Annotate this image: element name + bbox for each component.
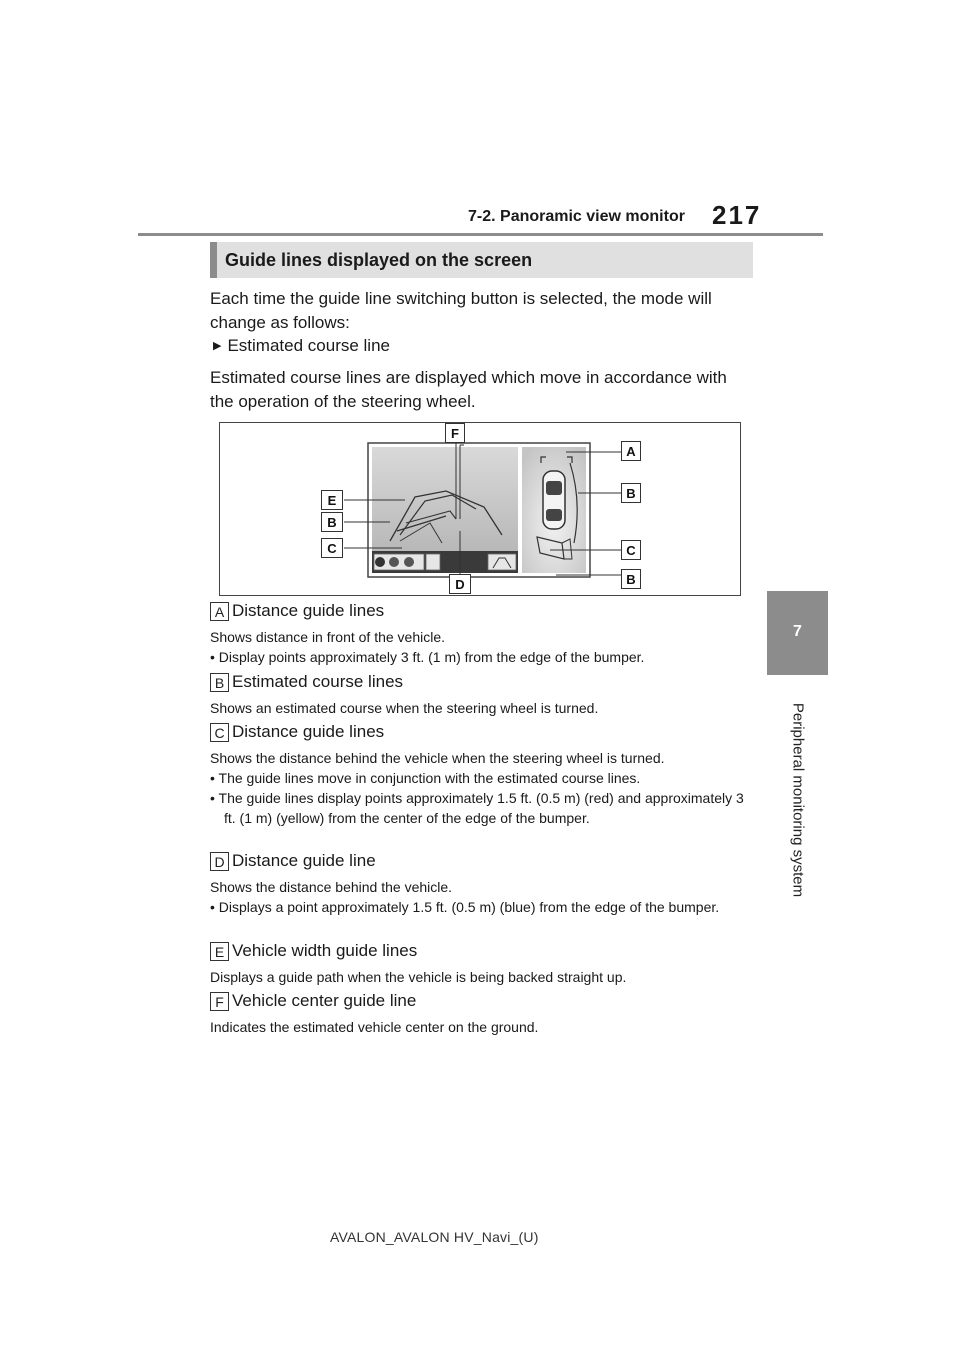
header-section-title: 7-2. Panoramic view monitor	[468, 208, 685, 225]
chapter-title: Peripheral monitoring system	[789, 702, 807, 898]
item-f-desc: Indicates the estimated vehicle center on the ground.	[210, 1019, 539, 1035]
item-b-title: Estimated course lines	[232, 672, 404, 691]
intro-line-2: change as follows:	[210, 313, 350, 332]
item-d-badge: D	[210, 852, 229, 871]
item-a-title: Distance guide lines	[232, 601, 385, 620]
item-f-title: Vehicle center guide line	[232, 991, 417, 1010]
callout-c-left: C	[321, 538, 343, 558]
item-c-badge: C	[210, 723, 229, 742]
mode-desc-line-1: Estimated course lines are displayed which move in accordance with	[210, 368, 727, 387]
callout-c-right: C	[621, 540, 641, 560]
guide-line-figure	[219, 422, 741, 596]
triangle-bullet-icon: ▶	[213, 340, 222, 352]
item-e-desc: Displays a guide path when the vehicle is being backed straight up.	[210, 969, 627, 985]
header-rule	[138, 233, 823, 236]
guide-switch-button	[426, 554, 440, 570]
item-e-badge: E	[210, 942, 229, 961]
view-icon-2	[389, 557, 399, 567]
item-a-desc: Shows distance in front of the vehicle.	[210, 629, 446, 645]
section-title: Guide lines displayed on the screen	[225, 250, 533, 270]
item-c-bullet-1: • The guide lines move in conjunction with the estimated course lines.	[210, 770, 641, 786]
item-d-bullet-1: • Displays a point approximately 1.5 ft. (0.5 m) (blue) from the edge of the bumper.	[210, 899, 720, 915]
callout-d: D	[449, 574, 471, 594]
callout-b-left: B	[321, 512, 343, 532]
callout-b-top: B	[621, 483, 641, 503]
item-b-desc: Shows an estimated course when the steering wheel is turned.	[210, 700, 599, 716]
mode-desc-line-2: the operation of the steering wheel.	[210, 392, 476, 411]
item-e-title: Vehicle width guide lines	[232, 941, 418, 960]
item-a-bullet-1: • Display points approximately 3 ft. (1 m) from the edge of the bumper.	[210, 649, 645, 665]
chapter-number: 7	[793, 623, 802, 640]
mode-heading-text: Estimated course line	[227, 336, 390, 355]
chapter-tab	[767, 591, 828, 675]
item-c-bullet-2: • The guide lines display points approximately 1.5 ft. (0.5 m) (red) and approximately 3 ft. (1 m) (yellow) from the center of the edge of the bumper.	[210, 790, 744, 826]
item-b-badge: B	[210, 673, 229, 692]
item-c-title: Distance guide lines	[232, 722, 385, 741]
item-d-desc: Shows the distance behind the vehicle.	[210, 879, 453, 895]
view-icon-3	[404, 557, 414, 567]
callout-a: A	[621, 441, 641, 461]
item-f-badge: F	[210, 992, 229, 1011]
item-a-badge: A	[210, 602, 229, 621]
callout-f: F	[445, 423, 465, 443]
mode-heading	[213, 336, 390, 356]
item-d-title: Distance guide line	[232, 851, 376, 870]
section-header	[210, 242, 753, 278]
footer-model-code: AVALON_AVALON HV_Navi_(U)	[330, 1229, 539, 1245]
intro-line-1: Each time the guide line switching button is selected, the mode will	[210, 289, 712, 308]
item-c-desc: Shows the distance behind the vehicle when the steering wheel is turned.	[210, 750, 665, 766]
view-icon-1	[375, 557, 385, 567]
page-number: 217	[712, 200, 762, 230]
monitor-illustration	[220, 423, 742, 597]
callout-b-bottom: B	[621, 569, 641, 589]
view-mode-button	[488, 554, 516, 570]
callout-e: E	[321, 490, 343, 510]
